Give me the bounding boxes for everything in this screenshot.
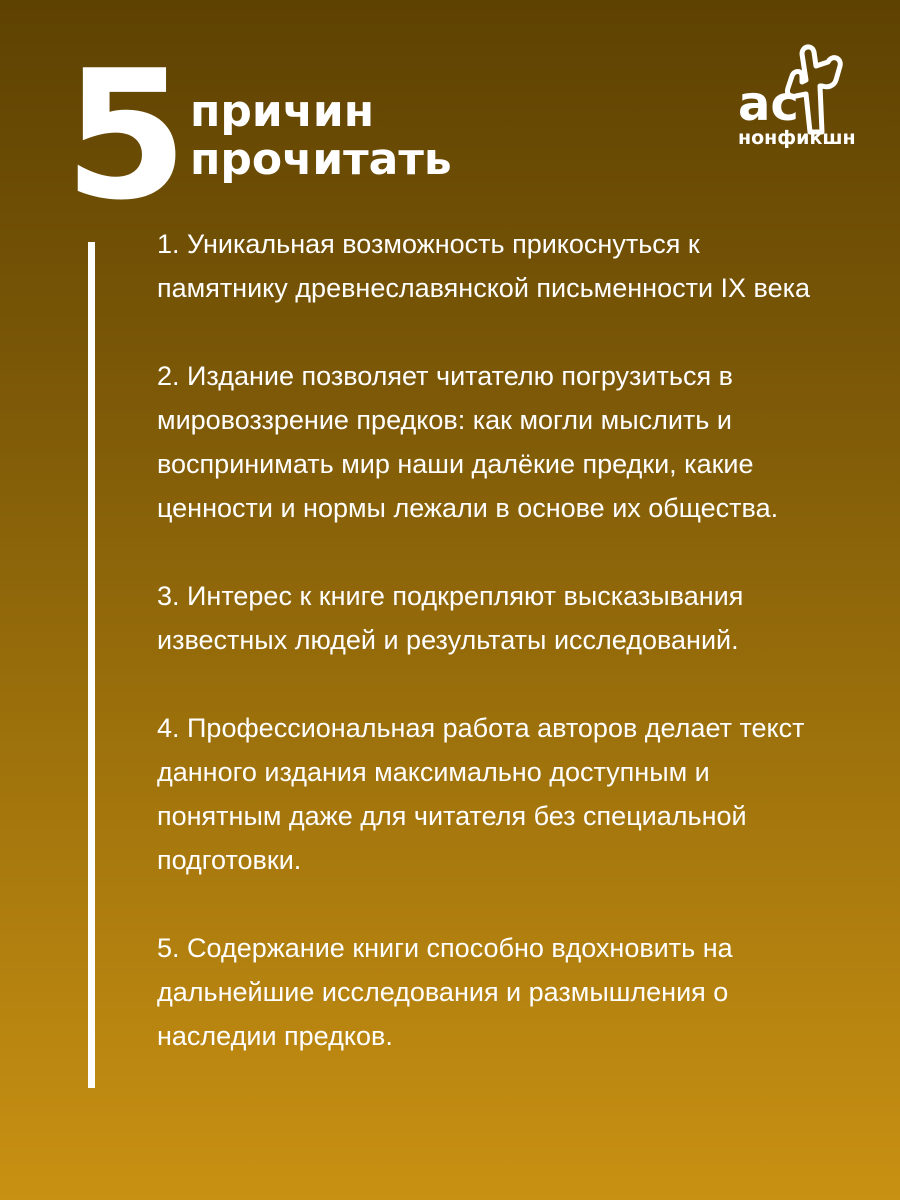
logo-letters: ас [738,76,799,132]
cactus-icon [736,36,866,156]
title-line-1: причин [190,86,375,137]
big-number: 5 [64,32,184,239]
reason-item-4: 4. Профессиональная работа авторов делает текст данного издания максимально доступным и понятным даже для читателя без специальной подготовки. [157,713,805,875]
reason-item-1: 1. Уникальная возможность прикоснуться к памятнику древнеславянской письменности IX века [157,229,811,303]
reason-item-2: 2. Издание позволяет читателю погрузиться в мировоззрение предков: как могли мыслить и воспринимать мир наши далёкие предки, какие ценности и нормы лежали в основе их общества. [157,361,779,523]
publisher-logo [736,36,866,156]
logo-subtitle: нонфикшн [738,127,856,149]
page-title [190,88,452,184]
reason-item-5: 5. Содержание книги способно вдохновить на дальнейшие исследования и размышления о наследии предков. [157,933,733,1051]
reason-item-3: 3. Интерес к книге подкрепляют высказывания известных людей и результаты исследований. [157,581,744,655]
reasons-list [157,222,817,1102]
header [0,0,900,239]
vertical-divider [88,242,95,1088]
title-line-2: прочитать [190,134,452,185]
